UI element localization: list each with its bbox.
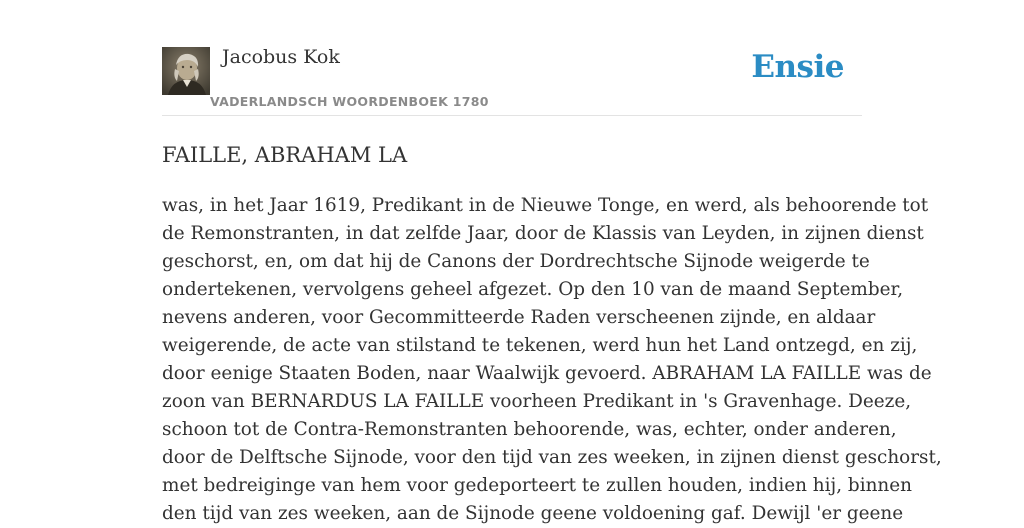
article-body-line: met bedreiginge van hem voor gedeporteert te zullen houden, indien hij, binnen: [162, 475, 912, 496]
author-avatar[interactable]: [162, 47, 210, 95]
article-header: [162, 0, 862, 116]
article-body-line: door eenige Staaten Boden, naar Waalwijk gevoerd. ABRAHAM LA FAILLE was de: [162, 363, 932, 384]
article-body-line: zoon van BERNARDUS LA FAILLE voorheen Predikant in 's Gravenhage. Deeze,: [162, 391, 912, 412]
article-body-line: de Remonstranten, in dat zelfde Jaar, door de Klassis van Leyden, in zijnen dienst: [162, 223, 924, 244]
article-body-line: weigerende, de acte van stilstand te tekenen, werd hun het Land ontzegd, en zij,: [162, 335, 918, 356]
article-body-line: schoon tot de Contra-Remonstranten behoorende, was, echter, onder anderen,: [162, 419, 897, 440]
article-body-line: nevens anderen, voor Gecommitteerde Raden verscheenen zijnde, en aldaar: [162, 307, 876, 328]
article-body-line: den tijd van zes weeken, aan de Sijnode geene voldoening gaf. Dewijl 'er geene: [162, 503, 904, 524]
article-body: [162, 192, 942, 528]
article-page: [162, 0, 942, 524]
article-body-line: door de Delftsche Sijnode, voor den tijd van zes weeken, in zijnen dienst geschorst,: [162, 447, 942, 468]
source-name[interactable]: VADERLANDSCH WOORDENBOEK 1780: [210, 94, 489, 109]
article-body-line: ondertekenen, vervolgens geheel afgezet. Op den 10 van de maand September,: [162, 279, 904, 300]
author-name[interactable]: Jacobus Kok: [222, 46, 340, 68]
article-body-line: was, in het Jaar 1619, Predikant in de Nieuwe Tonge, en werd, als behoorende tot: [162, 195, 929, 216]
article-title: FAILLE, ABRAHAM LA: [162, 143, 408, 167]
author-portrait-image: [162, 47, 210, 95]
article-body-line: geschorst, en, om dat hij de Canons der Dordrechtsche Sijnode weigerde te: [162, 251, 870, 272]
ensie-logo[interactable]: Ensie: [751, 49, 844, 85]
